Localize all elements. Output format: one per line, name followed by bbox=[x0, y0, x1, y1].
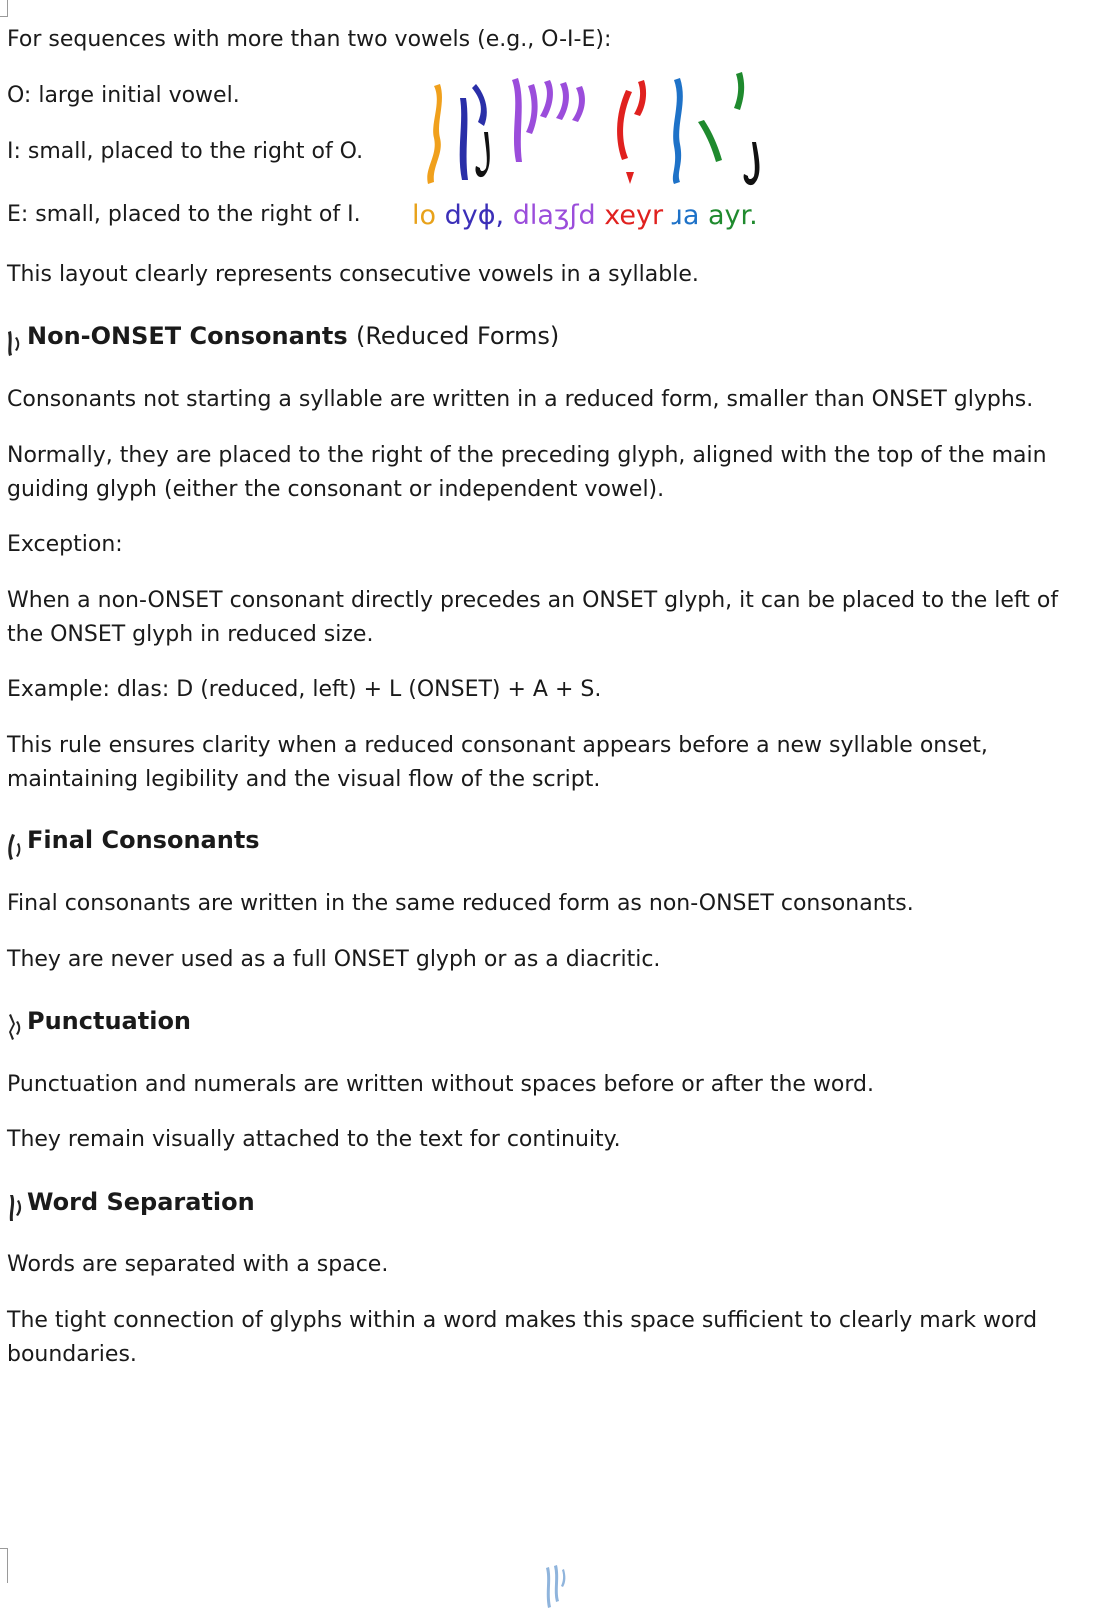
glyph-purple-1 bbox=[512, 78, 538, 162]
footer-watermark-glyph bbox=[540, 1562, 568, 1612]
punctuation-paragraph-2: They remain visually attached to the text for continuity. bbox=[7, 1127, 621, 1152]
glyph-navy-1 bbox=[460, 84, 487, 180]
page-corner-marker bbox=[0, 0, 8, 17]
section-glyph-icon bbox=[4, 832, 24, 862]
final-consonants-paragraph-2: They are never used as a full ONSET glyph or as a diacritic. bbox=[7, 947, 661, 972]
glyph-orange bbox=[427, 84, 442, 184]
vowel-sequence-intro: For sequences with more than two vowels (e.g., O-I-E): bbox=[7, 27, 612, 52]
section-glyph-icon bbox=[4, 328, 24, 358]
section-glyph-icon bbox=[4, 1012, 24, 1042]
translit-segment: ayr. bbox=[708, 200, 758, 231]
non-onset-paragraph-4: This rule ensures clarity when a reduced consonant appears before a new syllable onset, maintaining legibility and the visual flow of the script. bbox=[7, 733, 988, 792]
vowel-e-rule: E: small, placed to the right of I. bbox=[7, 202, 361, 227]
word-separation-paragraph-2: The tight connection of glyphs within a word makes this space sufficient to clearly mark word boundaries. bbox=[7, 1308, 1038, 1367]
punctuation-paragraph-1: Punctuation and numerals are written without spaces before or after the word. bbox=[7, 1072, 875, 1097]
glyph-blue-1 bbox=[673, 78, 683, 184]
exception-label: Exception: bbox=[7, 532, 123, 557]
script-example-glyphs bbox=[420, 72, 790, 202]
non-onset-paragraph-3: When a non-ONSET consonant directly precedes an ONSET glyph, it can be placed to the left of the ONSET glyph in reduced size. bbox=[7, 588, 1059, 647]
non-onset-example: Example: dlas: D (reduced, left) + L (ONSET) + A + S. bbox=[7, 677, 602, 702]
translit-segment: dyɸ, bbox=[444, 200, 505, 231]
translit-segment: dlaʒʃd bbox=[504, 200, 605, 231]
heading-word-separation: Word Separation bbox=[27, 1188, 255, 1216]
final-consonants-paragraph-1: Final consonants are written in the same reduced form as non-ONSET consonants. bbox=[7, 891, 914, 916]
glyph-red-1 bbox=[617, 80, 646, 184]
translit-segment: lo bbox=[412, 200, 445, 231]
glyph-green-1 bbox=[698, 72, 744, 162]
heading-punctuation: Punctuation bbox=[27, 1007, 192, 1035]
heading-non-onset-title: Non-ONSET Consonants bbox=[27, 322, 348, 350]
glyph-black-hook-1 bbox=[475, 132, 489, 177]
translit-segment: xeyr bbox=[604, 200, 672, 231]
glyph-purple-2 bbox=[540, 80, 585, 122]
non-onset-paragraph-2: Normally, they are placed to the right of the preceding glyph, aligned with the top of the main guiding glyph (either the consonant or independent vowel). bbox=[7, 443, 1047, 502]
word-separation-paragraph-1: Words are separated with a space. bbox=[7, 1252, 389, 1277]
example-transliteration bbox=[412, 198, 758, 234]
heading-non-onset-subtitle: (Reduced Forms) bbox=[355, 322, 560, 350]
vowel-o-rule: O: large initial vowel. bbox=[7, 83, 240, 108]
page-corner-marker bbox=[0, 1548, 8, 1583]
non-onset-paragraph-1: Consonants not starting a syllable are written in a reduced form, smaller than ONSET glyphs. bbox=[7, 387, 1034, 412]
heading-non-onset bbox=[27, 319, 559, 353]
translit-segment: ɹa bbox=[671, 200, 709, 231]
vowel-i-rule: I: small, placed to the right of O. bbox=[7, 139, 364, 164]
vowel-layout-summary: This layout clearly represents consecutive vowels in a syllable. bbox=[7, 262, 699, 287]
section-glyph-icon bbox=[4, 1193, 24, 1223]
glyph-black-hook-2 bbox=[744, 142, 760, 185]
heading-final-consonants: Final Consonants bbox=[27, 826, 260, 854]
